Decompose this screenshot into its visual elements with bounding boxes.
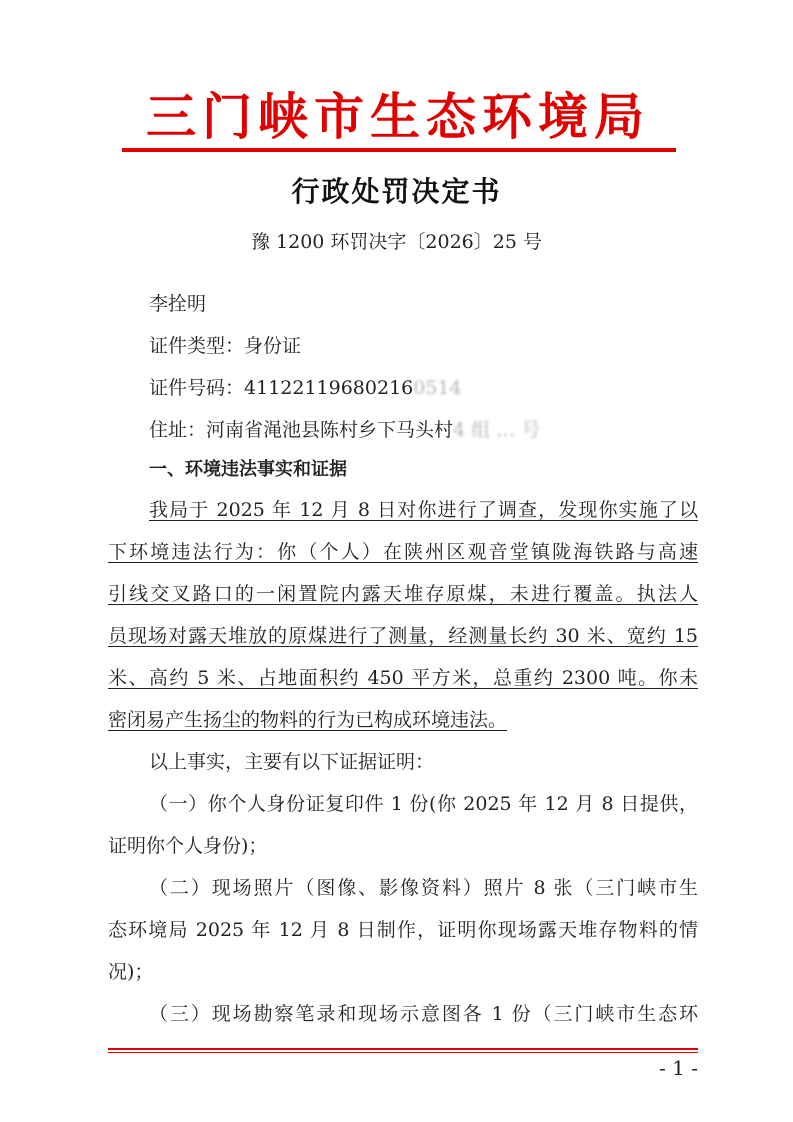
- facts-line: 我局于 2025 年 12 月 8 日对你进行了调查，发现你实施了以: [149, 499, 698, 521]
- evidence-line: 况)；: [108, 961, 154, 983]
- party-id-number: [149, 374, 698, 402]
- evidence-line: （二）现场照片（图像、影像资料）照片 8 张（三门峡市生: [149, 877, 698, 899]
- footer-red-rule-thin: [108, 1052, 698, 1053]
- footer-red-rule: [108, 1048, 698, 1050]
- address-label: 住址：河南省渑池县陈村乡下马头村: [149, 419, 454, 441]
- facts-line: 引线交叉路口的一闲置院内露天堆存原煤，未进行覆盖。执法人: [108, 583, 698, 605]
- evidence-intro: 以上事实，主要有以下证据证明：: [149, 751, 435, 773]
- facts-line: 米、高约 5 米、占地面积约 450 平方米，总重约 2300 吨。你未: [108, 667, 698, 689]
- evidence-line: （一）你个人身份证复印件 1 份(你 2025 年 12 月 8 日提供，: [149, 793, 698, 815]
- evidence-line: 证明你个人身份)；: [108, 835, 268, 857]
- id-number-label: 证件号码：: [149, 377, 245, 399]
- facts-line: 员现场对露天堆放的原煤进行了测量，经测量长约 30 米、宽约 15: [108, 625, 698, 647]
- facts-line: 下环境违法行为：你（个人）在陕州区观音堂镇陇海铁路与高速: [108, 541, 698, 563]
- facts-line: 密闭易产生扬尘的物料的行为已构成环境违法。: [108, 709, 508, 731]
- document-title: 行政处罚决定书: [291, 175, 502, 208]
- issuing-authority-title: 三门峡市生态环境局: [146, 87, 650, 146]
- evidence-line: 态环境局 2025 年 12 月 8 日制作，证明你现场露天堆存物料的情: [108, 919, 698, 941]
- party-address: [149, 416, 698, 444]
- page-number: - 1 -: [659, 1056, 698, 1080]
- party-name: 李拴明: [149, 293, 207, 315]
- party-id-type: 证件类型：身份证: [149, 335, 302, 357]
- section-heading-facts: 一、环境违法事实和证据: [149, 459, 347, 480]
- header-red-rule: [122, 148, 676, 152]
- address-redacted: 4 组 … 号: [453, 419, 541, 441]
- document-number: 豫 1200 环罚决字〔2026〕25 号: [250, 231, 542, 253]
- evidence-line: （三）现场勘察笔录和现场示意图各 1 份（三门峡市生态环: [149, 1003, 698, 1025]
- id-number-visible: 41122119680216: [244, 377, 414, 399]
- id-number-redacted: 0514: [413, 377, 462, 399]
